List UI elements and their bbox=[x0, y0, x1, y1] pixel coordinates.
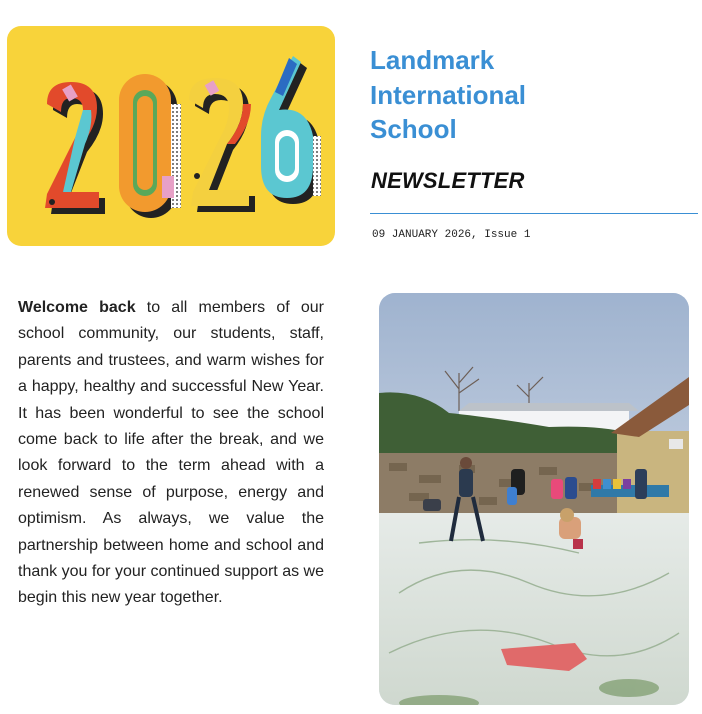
digit-0 bbox=[119, 74, 181, 218]
issue-date: 09 JANUARY 2026, Issue 1 bbox=[372, 229, 531, 241]
school-photo bbox=[379, 293, 689, 705]
school-name-line-2: International bbox=[370, 79, 527, 110]
header-divider bbox=[370, 213, 698, 214]
digit-2-first bbox=[45, 82, 105, 214]
year-banner bbox=[7, 26, 335, 246]
welcome-paragraph bbox=[18, 295, 324, 612]
school-name-line-1: Landmark bbox=[370, 45, 495, 75]
welcome-lead: Welcome back bbox=[18, 299, 136, 316]
school-name-line-3: School bbox=[370, 114, 457, 144]
welcome-body: to all members of our school community, our students, staff, parents and trustees, and warm wishes for a happy, healthy and successful New Year. It has been wonderful to see the school come back to life after the break, and we look forward to the term ahead with a renewed sense of purpose, energy and optimism. As always, we value the partnership between home and school and thank you for your continued support as we begin this new year together. bbox=[18, 299, 324, 607]
year-2026-graphic bbox=[7, 26, 335, 246]
digit-6 bbox=[261, 56, 321, 204]
newsletter-title: NEWSLETTER bbox=[371, 168, 525, 193]
digit-2-second bbox=[189, 78, 255, 212]
snowy-playground-illustration bbox=[379, 293, 689, 705]
school-name bbox=[370, 43, 600, 147]
